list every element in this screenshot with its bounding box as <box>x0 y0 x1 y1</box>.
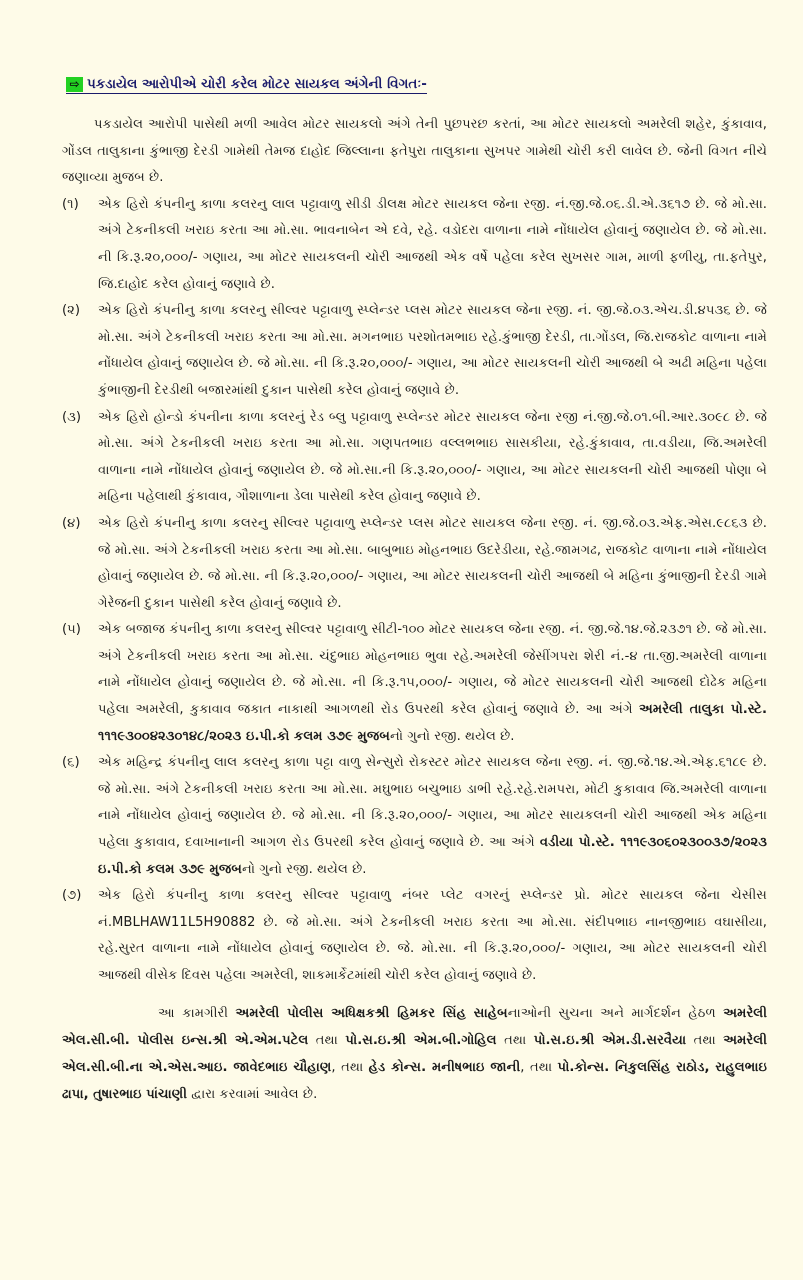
closing-bold: હેડ કોન્સ. મનીષભાઇ જાની <box>368 1059 521 1075</box>
item-number: (૨) <box>62 303 81 319</box>
item-text: એક હિરો કંપનીનુ કાળા કલરનુ સીલ્વર પટ્ટાવાળુ નંબર પ્લેટ વગરનું સ્પ્લેન્ડર પ્રો. મોટર સાયકલ જેના ચેસીસ નં.MBLHAW11L5H90882 છે. જે મો.સા. અંગે ટેકનીકલી ખરાઇ કરતા આ મો.સા. સંદીપભાઇ નાનજીભાઇ વઘાસીયા, રહે.સુરત વાળાના નામે નોંધાયેલ હોવાનું જણાયેલ છે. જે. મો.સા. ની કિ.રૂ.૨૦,૦૦૦/- ગણાય, આ મોટર સાયકલની ચોરી આજથી વીસેક દિવસ પહેલા અમરેલી, શાકમાર્કેટમાંથી ચોરી કરેલ હોવાનું જણાવે છે. <box>98 888 767 983</box>
closing-text: , તથા <box>520 1059 558 1075</box>
item-number: (૫) <box>62 622 81 638</box>
list-item <box>62 192 767 298</box>
arrow-right-icon: ⇨ <box>66 77 83 92</box>
closing-paragraph <box>62 1000 767 1108</box>
item-text: એક હિરો કંપનીનુ કાળા કલરનુ લાલ પટ્ટાવાળુ સીડી ડીલક્ષ મોટર સાયકલ જેના રજી. નં.જી.જે.૦૬.ડી.એ.૩૬૧૭ છે. જે મો.સા. અંગે ટેકનીકલી ખરાઇ કરતા આ મો.સા. ભાવનાબેન એ દવે, રહે. વડોદરા વાળાના નામે નોંધાયેલ હોવાનું જણાયેલ છે. જે મો.સા. ની કિ.રૂ.૨૦,૦૦૦/- ગણાય, આ મોટર સાયકલની ચોરી આજથી એક વર્ષે પહેલા કરેલ સુખસર ગામ, માળી ફળીયુ, તા.ફતેપુર, જિ.દાહોદ કરેલ હોવાનું જણાવે છે. <box>98 196 767 292</box>
case-reference: અમરેલી તાલુકા પો.સ્ટે. ૧૧૧૯૩૦૦૪૨૩૦૧૪૮/૨૦૨૩ ઇ.પી.કો કલમ ૩૭૯ મુજબ <box>98 702 767 744</box>
item-number: (૧) <box>62 196 79 212</box>
item-text-end: નો ગુનો રજી. થયેલ છે. <box>389 728 515 744</box>
list-item <box>62 750 767 883</box>
item-number: (૩) <box>62 409 82 425</box>
heading-title: પકડાયેલ આરોપીએ ચોરી કરેલ મોટર સાયકલ અંગેની વિગતઃ- <box>87 76 427 92</box>
item-number: (૭) <box>62 888 82 904</box>
closing-text: દ્વારા કરવામાં આવેલ છે. <box>187 1086 318 1102</box>
item-number: (૬) <box>62 755 80 771</box>
closing-bold: પો.સ.ઇ.શ્રી એમ.ડી.સરવૈયા <box>533 1032 687 1048</box>
item-text: એક હિરો કંપનીનુ કાળા કલરનુ સીલ્વર પટ્ટાવાળુ સ્પ્લેન્ડર પ્લસ મોટર સાયકલ જેના રજી. નં. જી.જે.૦૩.એચ.ડી.૪૫૩૬ છે. જે મો.સા. અંગે ટેકનીકલી ખરાઇ કરતા આ મો.સા. મગનભાઇ પરશોતમભાઇ રહે.કુંભાજી દેરડી, તા.ગોંડલ, જિ.રાજકોટ વાળાના નામે નોંધાયેલ હોવાનું જણાયેલ છે. જે મો.સા. ની કિ.રૂ.૨૦,૦૦૦/- ગણાય, આ મોટર સાયકલની ચોરી આજથી બે અઢી મહિના પહેલા કુંભાજીની દેરડીથી બજારમાંથી દુકાન પાસેથી કરેલ હોવાનું જણાવે છે. <box>98 303 767 398</box>
list-item <box>62 883 767 989</box>
list-item <box>62 405 767 511</box>
document-body <box>62 112 767 1108</box>
case-reference: વડીયા પો.સ્ટે. ૧૧૧૯૩૦૬૦૨૩૦૦૩૭/૨૦૨૩ ઇ.પી.કો કલમ ૩૭૯ મુજબ <box>98 835 767 877</box>
closing-text: નાઓની સુચના અને માર્ગદર્શન હેઠળ <box>507 1005 724 1021</box>
intro-paragraph: પકડાયેલ આરોપી પાસેથી મળી આવેલ મોટર સાયકલો અંગે તેની પુછપરછ કરતાં, આ મોટર સાયકલો અમરેલી શહેર, કુંકાવાવ, ગોંડલ તાલુકાના કુંભાજી દેરડી ગામેથી તેમજ દાહોદ જિલ્લાના ફતેપુરા તાલુકાના સુખપર ગામેથી ચોરી કરી લાવેલ છે. જેની વિગત નીચે જણાવ્યા મુજબ છે. <box>62 117 767 186</box>
closing-text: , તથા <box>331 1059 369 1075</box>
item-text-end: નો ગુનો રજી. થયેલ છે. <box>241 861 367 877</box>
section-heading <box>66 76 427 94</box>
item-text-wrap <box>98 750 767 883</box>
closing-bold: પો.સ.ઇ.શ્રી એમ.બી.ગોહિલ <box>345 1032 497 1048</box>
item-text-wrap <box>98 617 767 750</box>
item-text: એક હિરો હોન્ડો કંપનીના કાળા કલરનું રેડ બ્લુ પટ્ટાવાળુ સ્પ્લેન્ડર મોટર સાયકલ જેના રજી નં.જી.જે.૦૧.બી.આર.૩૦૯૮ છે. જે મો.સા. અંગે ટેકનીકલી ખરાઇ કરતા આ મો.સા. ગણપતભાઇ વલ્લભભાઇ સાસકીયા, રહે.કુંકાવાવ, તા.વડીયા, જિ.અમરેલી વાળાના નામે નોંધાયેલ હોવાનું જણાયેલ છે. જે મો.સા.ની કિ.રૂ.૨૦,૦૦૦/- ગણાય, આ મોટર સાયકલની ચોરી આજથી પોણા બે મહિના પહેલાથી કુંકાવાવ, ગૌશાળાના ડેલા પાસેથી કરેલ હોવાનુ જણાવે છે. <box>98 409 767 505</box>
closing-bold: પો.કોન્સ. નિકુલસિંહ રાઠોડ, રાહુલભાઇ ઢાપા, તુષારભાઇ પાંચાણી <box>62 1059 767 1102</box>
item-text: એક હિરો કંપનીનુ કાળા કલરનુ સીલ્વર પટ્ટાવાળુ સ્પ્લેન્ડર પ્લસ મોટર સાયકલ જેના રજી. નં. જી.જે.૦૩.એફ.એસ.૯૮૬૩ છે. જે મો.સા. અંગે ટેકનીકલી ખરાઇ કરતા આ મો.સા. બાબુભાઇ મોહનભાઇ ઉદરેડીયા, રહે.જામગઢ, રાજકોટ વાળાના નામે નોંધાયેલ હોવાનું જણાયેલ છે. જે મો.સા. ની કિ.રૂ.૨૦,૦૦૦/- ગણાય, આ મોટર સાયકલની ચોરી આજથી બે મહિના કુંભાજીની દેરડી ગામે ગેરેજની દુકાન પાસેથી કરેલ હોવાનું જણાવે છે. <box>98 515 767 611</box>
closing-bold: અમરેલી એલ.સી.બી. પોલીસ ઇન્સ.શ્રી એ.એમ.પટેલ <box>62 1005 768 1048</box>
closing-text: તથા <box>686 1032 724 1048</box>
list-item <box>62 511 767 617</box>
list-item <box>62 617 767 750</box>
item-number: (૪) <box>62 515 81 531</box>
closing-text: આ કામગીરી <box>158 1005 236 1021</box>
list-item <box>62 298 767 404</box>
closing-text: તથા <box>308 1032 346 1048</box>
item-text: એક મહિન્દ્ર કંપનીનુ લાલ કલરનુ કાળા પટ્ટા વાળુ સેન્સુરો રોકસ્ટર મોટર સાયકલ જેના રજી. નં. જી.જે.૧૪.એ.એફ.૬૧૮૯ છે. જે મો.સા. અંગે ટેકનીકલી ખરાઇ કરતા આ મો.સા. મઘુભાઇ બચુભાઇ ડાભી રહે.રહે.રામપરા, મોટી કુકાવાવ જિ.અમરેલી વાળાના નામે નોંધાયેલ હોવાનું જણાયેલ છે. જે મો.સા. ની કિ.રૂ.૨૦,૦૦૦/- ગણાય, આ મોટર સાયકલની ચોરી આજથી એક મહિના પહેલા કુકાવાવ, દવાખાનાની આગળ રોડ ઉપરથી કરેલ હોવાનું જણાવે છે. આ અંગે <box>98 755 767 851</box>
item-text: એક બજાજ કંપનીનુ કાળા કલરનુ સીલ્વર પટ્ટાવાળુ સીટી-૧૦૦ મોટર સાયકલ જેના રજી. નં. જી.જે.૧૪.જે.૨૩૭૧ છે. જે મો.સા. અંગે ટેકનીકલી ખરાઇ કરતા આ મો.સા. ચંદુભાઇ મોહનભાઇ ભુવા રહે.અમરેલી જેસીંગપરા શેરી નં.-૪ તા.જી.અમરેલી વાળાના નામે નોંધાયેલ હોવાનું જણાયેલ છે. જે મો.સા. ની કિ.રૂ.૧૫,૦૦૦/- ગણાય, જે મોટર સાયકલની ચોરી આજથી દોઢેક મહિના પહેલા અમરેલી, કુકાવાવ જકાત નાકાથી આગળથી રોડ ઉપરથી કરેલ હોવાનું જણાવે છે. આ અંગે <box>98 622 767 718</box>
closing-bold: અમરેલી એલ.સી.બી.ના એ.એસ.આઇ. જાવેદભાઇ ચૌહાણ <box>62 1032 767 1075</box>
closing-bold: અમરેલી પોલીસ અધિક્ષકશ્રી હિમકર સિંહ સાહેબ <box>235 1005 508 1021</box>
closing-text: તથા <box>496 1032 534 1048</box>
